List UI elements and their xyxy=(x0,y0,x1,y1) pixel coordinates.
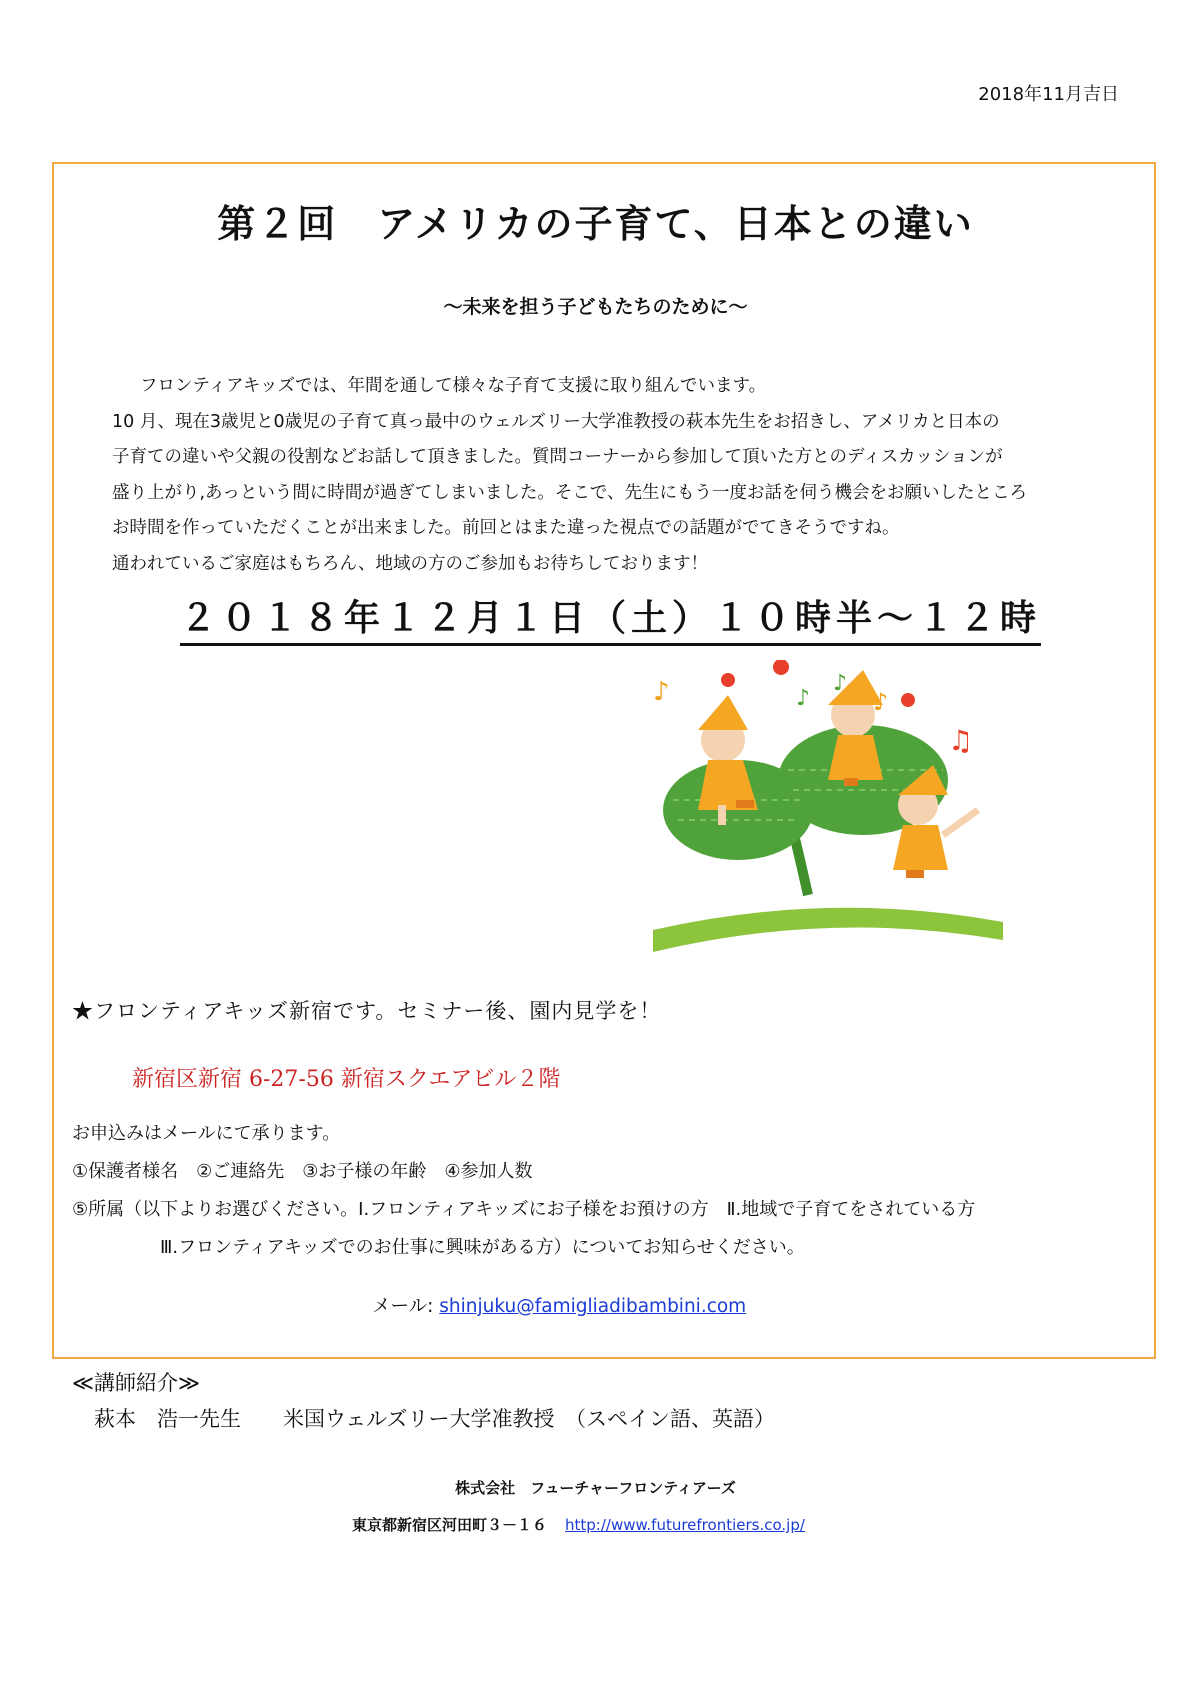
company-url-link[interactable]: http://www.futurefrontiers.co.jp/ xyxy=(565,1516,805,1534)
company-name: 株式会社 フューチャーフロンティアーズ xyxy=(455,1479,736,1497)
email-link[interactable]: shinjuku@famigliadibambini.com xyxy=(439,1296,747,1317)
company-address-line xyxy=(352,1514,805,1535)
campus-note: ★フロンティアキッズ新宿です。セミナー後、園内見学を！ xyxy=(72,999,662,1023)
page-subtitle: ～未来を担う子どもたちのために～ xyxy=(443,296,748,318)
document-date: 2018年11月吉日 xyxy=(978,84,1119,105)
intro-line: お時間を作っていただくことが出来ました。前回とはまた違った視点での話題がでてきそうですね。 xyxy=(112,518,900,538)
intro-line: 10 月、現在3歳児と0歳児の子育て真っ最中のウェルズリー大学准教授の萩本先生をお招きし、アメリカと日本の xyxy=(112,411,1000,432)
intro-text xyxy=(112,369,1112,582)
apply-line: ①保護者様名 ②ご連絡先 ③お子様の年齢 ④参加人数 xyxy=(72,1161,533,1182)
svg-text:♪: ♪ xyxy=(796,686,811,711)
venue-address: 新宿区新宿 6-27-56 新宿スクエアビル２階 xyxy=(132,1067,561,1092)
intro-line: 通われているご家庭はもちろん、地域の方のご参加もお待ちしております！ xyxy=(112,553,709,574)
svg-text:♪: ♪ xyxy=(653,677,670,707)
apply-line: お申込みはメールにて承ります。 xyxy=(72,1123,341,1144)
intro-line: フロンティアキッズでは、年間を通して様々な子育て支援に取り組んでいます。 xyxy=(140,376,767,396)
svg-text:♪: ♪ xyxy=(873,688,889,716)
apply-line: ⑤所属（以下よりお選びください。Ⅰ.フロンティアキッズにお子様をお預けの方 Ⅱ.地域で子育てをされている方 xyxy=(72,1199,976,1220)
event-date: ２０１８年１２月１日（土）１０時半～１２時 xyxy=(180,590,1041,646)
lecturer-section xyxy=(72,1365,775,1437)
page-title: 第２回 アメリカの子育て、日本との違い xyxy=(217,202,974,246)
children-on-leaf-illustration xyxy=(648,660,1008,955)
intro-line: 子育ての違いや父親の役割などお話して頂きました。質問コーナーから参加して頂いた方とのディスカッションが xyxy=(112,447,1003,467)
lecturer-name: 萩本 浩一先生 米国ウェルズリー大学准教授 （スペイン語、英語） xyxy=(94,1407,776,1431)
mail-label: メール: xyxy=(372,1296,440,1317)
intro-line: 盛り上がり,あっという間に時間が過ぎてしまいました。そこで、先生にもう一度お話を伺う機会をお願いしたところ xyxy=(112,482,1028,503)
company-address: 東京都新宿区河田町３－１６ xyxy=(352,1516,548,1534)
lecturer-heading: ≪講師紹介≫ xyxy=(72,1371,200,1395)
application-instructions xyxy=(72,1115,975,1267)
svg-text:♪: ♪ xyxy=(833,671,848,696)
apply-line: Ⅲ.フロンティアキッズでのお仕事に興味がある方）についてお知らせください。 xyxy=(160,1237,805,1258)
mail-line xyxy=(372,1292,746,1318)
svg-text:♫: ♫ xyxy=(948,724,974,757)
